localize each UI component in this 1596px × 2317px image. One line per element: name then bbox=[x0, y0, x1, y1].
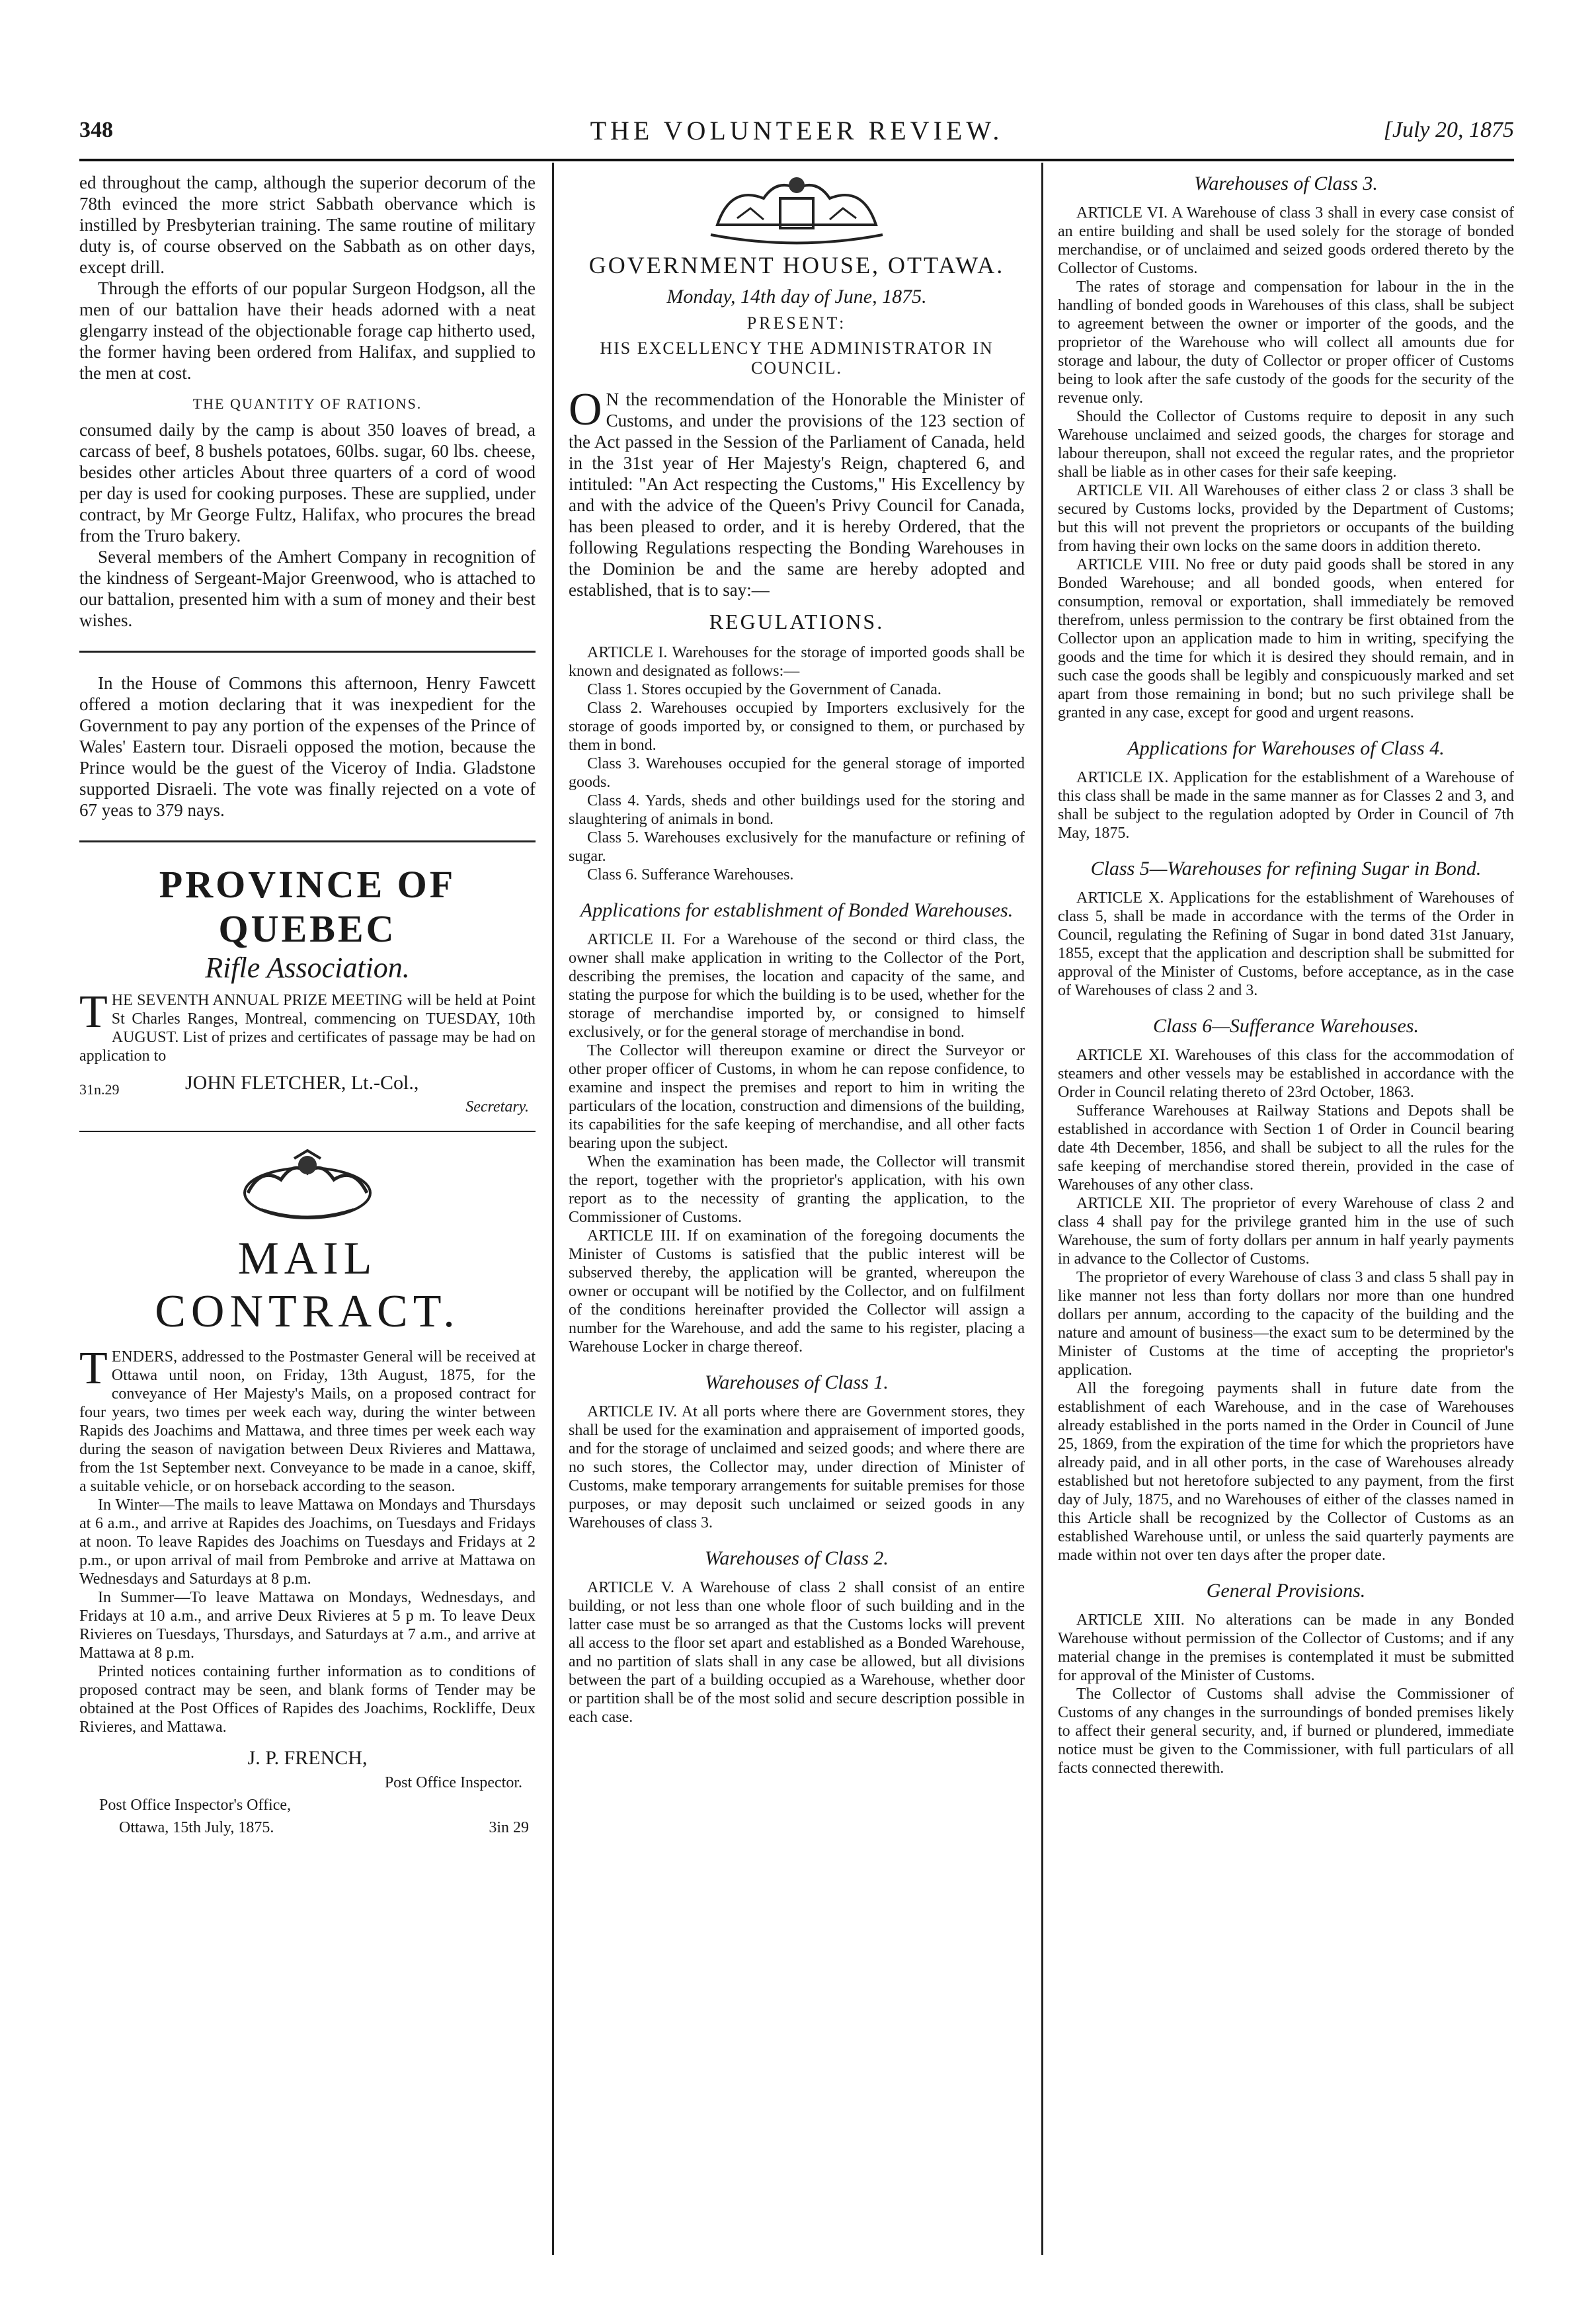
section-heading: Class 6—Sufferance Warehouses. bbox=[1153, 1015, 1419, 1037]
article-paragraph: Through the efforts of our popular Surgeon Hodgson, all the men of our battalion have their heads adorned with a neat glengarry instead of the objectionable forage cap hitherto used, the former having been ordered from Halifax, and supplied to the men at cost. bbox=[79, 278, 536, 383]
article-text: ARTICLE XI. Warehouses of this class for the accommodation of steamers and other vessels may be established in accordance with the Order in Council relating thereto of 23rd October, 1863. bbox=[1058, 1047, 1514, 1101]
article-text: ARTICLE XIII. No alterations can be made in any Bonded Warehouse without permission of the Collector of Customs; and if any material change in the premises is contemplated it must be submitted for approval of the Minister of Customs. bbox=[1058, 1611, 1514, 1684]
article-text: The rates of storage and compensation for labour in the in the handling of bonded goods in Warehouses of this class, shall be subject to agreement between the owner or importer of the goods, and the proprietor of the Warehouse who will collect all amounts due for storage and labour, the duty of Collector or proper officer of Customs being to look after the safe custody of the goods for the security of the revenue only. bbox=[1058, 278, 1514, 407]
column-rule bbox=[1041, 163, 1043, 2255]
column-2 bbox=[569, 172, 1025, 2248]
mail-paragraph: In Winter—The mails to leave Mattawa on Mondays and Thursdays at 6 a.m., and arrive at Rapides des Joachims, on Tuesdays and Fridays at noon. To leave Rapides des Joachims on Tuesdays and Fridays at 2 p.m., or upon arrival of mail from Pembroke and arrive at Mattawa on Wednesdays and Saturdays at 8 p.m. bbox=[79, 1496, 536, 1588]
quebec-ad-body: THE SEVENTH ANNUAL PRIZE MEETING will be held at Point St Charles Ranges, Montreal, commencing on TUESDAY, 10th AUGUST. List of prizes and certificates of passage may be had on application to bbox=[79, 987, 536, 1065]
signatory-role: Secretary. bbox=[465, 1098, 529, 1116]
article-text: Sufferance Warehouses at Railway Stations and Depots shall be established in accordance with Section 1 of Order in Council bearing date 4th December, 1856, and shall be subject to all the rules for the safe keeping of merchandise stored therein, provided in the case of Warehouses of any other class. bbox=[1058, 1102, 1514, 1194]
mail-paragraph: TENDERS, addressed to the Postmaster General will be received at Ottawa until noon, on Friday, 13th August, 1875, for the conveyance of Her Majesty's Mails, on a proposed contract for four years, two times per week each way, during the winter between Rapids des Joachims and Mattawa, and three times per week each way during the season of navigation between Deux Rivieres and Mattawa, from the 1st September next. Conveyance to be made in a canoe, skiff, a suitable vehicle, or on horseback according to the season. bbox=[79, 1343, 536, 1495]
article-text: Should the Collector of Customs require to deposit in any such Warehouse unclaimed and seized goods, the charges for storage and labour thereupon, shall not exceed the regular rates, and the proprietor shall be liable as in other cases for their safe keeping. bbox=[1058, 408, 1514, 481]
article-text: ARTICLE III. If on examination of the foregoing documents the Minister of Customs is satisfied that the public interest will be subserved thereby, the application will be granted, whereupon the owner or occupant will be notified by the Collector, and on fulfilment of the conditions hereinafter provided the Collector will assign a number for the Warehouse, and add the same to his register, placing a Warehouse Locker in charge thereof. bbox=[569, 1227, 1025, 1356]
order-intro: O N the recommendation of the Honorable the Minister of Customs, and under the provisions of the 123 section of the Act passed in the Session of the Parliament of Canada, held in the 31st year of Her Majesty's Reign, chaptered 6, and intituled: "An Act respecting the Customs," His Excellency by and with the advice of the Queen's Privy Council for Canada, has been pleased to order, and it is hereby Ordered, that the following Regulations respecting the Bonding Warehouses in the Dominion be and the same are hereby adopted and established, that is to say:— bbox=[569, 384, 1025, 600]
article-text: ARTICLE VIII. No free or duty paid goods shall be stored in any Bonded Warehouse; and all bonded goods, when entered for consumption, removal or exportation, shall immediately be removed therefrom, unless permission to the contrary be first obtained from the Collector upon an application made to him in writing, specifying the goods and the time for which it is desired they should remain, and in such case the goods shall be legibly and conspicuously marked and set apart from those remaining in bond; but no such privilege shall be granted in any case, except for good and urgent reasons. bbox=[1058, 556, 1514, 721]
class-item: Class 1. Stores occupied by the Government of Canada. bbox=[587, 681, 941, 698]
signatory-name: JOHN FLETCHER, Lt.-Col., bbox=[185, 1072, 419, 1094]
header-rule bbox=[79, 159, 1514, 161]
mail-contract-title: MAIL CONTRACT. bbox=[155, 1233, 460, 1337]
divider bbox=[79, 651, 536, 653]
article-text: ARTICLE VI. A Warehouse of class 3 shall in every case consist of an entire building and shall be used solely for the storage of bonded merchandise, or of unclaimed and seized goods ordered thereto by the Collector of Customs. bbox=[1058, 204, 1514, 277]
newspaper-page bbox=[79, 112, 1514, 2255]
article-paragraph: ed throughout the camp, although the superior decorum of the 78th evinced the more strict Sabbath obervance which is instilled by Presbyterian training. The same routine of military duty is, of course observed on the Sabbath as on other days, except drill. bbox=[79, 173, 536, 277]
royal-crest-icon bbox=[221, 1147, 393, 1226]
regulations-heading: REGULATIONS. bbox=[709, 610, 885, 633]
article-text: All the foregoing payments shall in future date from the establishment of each Warehouse, and in the case of Warehouses already established in the ports named in the Order in Council of June 25, 1869, from the expiration of the time for which the proprietors have already paid, and in all other ports, in the case of Warehouses already established but not heretofore subjected to any payment, from the first day of July, 1875, and no Warehouses of either of the classes named in this Article shall be recognized by the Collector of Customs as an established Warehouse until, or unless the said quarterly payments are made within not over ten days after the proper date. bbox=[1058, 1380, 1514, 1564]
article-text: ARTICLE I. Warehouses for the storage of imported goods shall be known and designated as follows:— bbox=[569, 644, 1025, 680]
column-1 bbox=[79, 172, 536, 2248]
article-text: The proprietor of every Warehouse of class 3 and class 5 shall pay in like manner not less than forty dollars nor more than one hundred dollars per annum, according to the capacity of the building and the nature and amount of business—the exact sum to be determined by the Minister of Customs at the time of accepting the proprietor's application. bbox=[1058, 1269, 1514, 1379]
section-heading: THE QUANTITY OF RATIONS. bbox=[192, 395, 422, 412]
drop-cap: O bbox=[569, 384, 602, 435]
article-text: ARTICLE IX. Application for the establishment of a Warehouse of this class shall be made in the same manner as for Classes 2 and 3, and shall be subject to the regulation adopted by Order in Council of 7th May, 1875. bbox=[1058, 769, 1514, 842]
section-heading: Applications for Warehouses of Class 4. bbox=[1127, 737, 1445, 759]
present-heading: PRESENT: bbox=[746, 313, 847, 333]
section-heading: Warehouses of Class 1. bbox=[705, 1371, 889, 1393]
office-name: Post Office Inspector's Office, bbox=[99, 1797, 292, 1814]
article-text: The Collector of Customs shall advise the Commissioner of Customs of any changes in the surroundings of bonded premises likely to affect their general security, and, if burned or plundered, immediate notice must be given to the Commissioner, with full particulars of all facts connected therewith. bbox=[1058, 1686, 1514, 1777]
article-text: ARTICLE XII. The proprietor of every Warehouse of class 2 and class 4 shall pay for the privilege granted him in the use of such Warehouse, the sum of forty dollars per annum in half yearly payments in advance to the Collector of Customs. bbox=[1058, 1195, 1514, 1268]
mail-paragraph: In Summer—To leave Mattawa on Mondays, Wednesdays, and Fridays at 10 a.m., and arrive Deux Rivieres at 5 p m. To leave Deux Rivieres on Tuesdays, Thursdays, and Saturdays at 7 a.m., and arrive at Mattawa at 8 p.m. bbox=[79, 1589, 536, 1662]
section-heading: General Provisions. bbox=[1206, 1580, 1366, 1602]
article-text: The Collector will thereupon examine or direct the Surveyor or other proper officer of Customs, in whom he can repose confidence, to examine and inspect the premises and report to him in writing the particulars of the location, construction and dimensions of the building, its capabilities for the safe keeping of merchandise, and all other facts bearing upon the subject. bbox=[569, 1042, 1025, 1152]
class-item: Class 4. Yards, sheds and other buildings used for the storing and slaughtering of animals in bond. bbox=[569, 792, 1025, 828]
mail-paragraph: Printed notices containing further information as to conditions of proposed contract may be seen, and blank forms of Tender may be obtained at the Post Offices of Rapides des Joachims, Rockliffe, Deux Rivieres, and Mattawa. bbox=[79, 1663, 536, 1736]
section-heading: Warehouses of Class 2. bbox=[705, 1547, 889, 1569]
ad-reference: 31n.29 bbox=[79, 1081, 120, 1098]
ad-reference: 3in 29 bbox=[489, 1819, 529, 1836]
class-item: Class 5. Warehouses exclusively for the manufacture or refining of sugar. bbox=[569, 829, 1025, 865]
section-heading: Applications for establishment of Bonded Warehouses. bbox=[580, 899, 1014, 921]
article-text: ARTICLE V. A Warehouse of class 2 shall consist of an entire building, or not less than one whole floor of such building and in the latter case must be so arranged as that the Customs locks will prevent all access to the floor set apart and established as a Bonded Warehouse, and no partition of slats shall in any case be allowed, but all divisions between the part of a building occupied as a Warehouse, whether door or partition shall be of the most solid and secure description possible in each case. bbox=[569, 1579, 1025, 1726]
article-paragraph: In the House of Commons this afternoon, Henry Fawcett offered a motion declaring that it was inexpedient for the Government to pay any portion of the expenses of the Prince of Wales' Eastern tour. Disraeli opposed the motion, because the Prince would be the guest of the Viceroy of India. Gladstone supported Disraeli. The vote was finally rejected on a vote of 67 yeas to 379 nays. bbox=[79, 673, 536, 820]
quebec-ad-subtitle: Rifle Association. bbox=[205, 952, 410, 984]
column-rule bbox=[552, 163, 554, 2255]
article-text: ARTICLE IV. At all ports where there are Government stores, they shall be used for the examination and appraisement of imported goods, and for the storage of unclaimed and seized goods; and where there are no such stores, the Collector may, under direction of Minister of Customs, make temporary arrangements for suitable premises for those purposes, or may deposit such unclaimed or seized goods in any Warehouses of class 3. bbox=[569, 1403, 1025, 1531]
quebec-signature bbox=[79, 1072, 536, 1098]
article-text: ARTICLE VII. All Warehouses of either class 2 or class 3 shall be secured by Customs locks, provided by the Department of Customs; but this will not prevent the proprietors or occupants of the building from having their own locks on the same doors in addition thereto. bbox=[1058, 482, 1514, 555]
class-item: Class 2. Warehouses occupied by Importers exclusively for the storage of goods imported by, or consigned to them, or purchased by them in bond. bbox=[569, 700, 1025, 754]
drop-cap: T bbox=[79, 987, 108, 1037]
dateline: Ottawa, 15th July, 1875. 3in 29 bbox=[119, 1819, 529, 1836]
signatory-role: Post Office Inspector. bbox=[384, 1774, 522, 1791]
his-excellency-heading: HIS EXCELLENCY THE ADMINISTRATOR IN COUNCIL. bbox=[600, 339, 994, 378]
drop-cap: T bbox=[79, 1343, 108, 1394]
signatory-name: J. P. FRENCH, bbox=[247, 1747, 368, 1769]
issue-date: [July 20, 1875 bbox=[1383, 118, 1514, 142]
article-text: When the examination has been made, the Collector will transmit the report, together with the proprietor's application, with his own report as to the necessity of granting the application, to the Commissioner of Customs. bbox=[569, 1153, 1025, 1226]
divider bbox=[79, 1131, 536, 1132]
article-text: ARTICLE II. For a Warehouse of the second or third class, the owner shall make application in writing to the Collector of the Port, describing the premises, the location and capacity of the same, and stating the purpose for which the building is to be used, whether for the storage of merchandise imported by, or consigned to himself exclusively, or for the general storage of merchandise in bond. bbox=[569, 931, 1025, 1041]
coat-of-arms-icon bbox=[698, 172, 896, 245]
article-paragraph: consumed daily by the camp is about 350 loaves of bread, a carcass of beef, 8 bushels potatoes, 60lbs. sugar, 60 lbs. cheese, besides other articles About three quarters of a cord of wood per day is used for cooking purposes. These are supplied, under contract, by Mr George Fultz, Halifax, who procures the bread from the Truro bakery. bbox=[79, 420, 536, 546]
article-paragraph: Several members of the Amhert Company in recognition of the kindness of Sergeant-Major Greenwood, who is attached to our battalion, presented him with a sum of money and their best wishes. bbox=[79, 547, 536, 630]
section-heading: Warehouses of Class 3. bbox=[1194, 173, 1378, 194]
running-header bbox=[79, 112, 1514, 152]
government-house-heading: GOVERNMENT HOUSE, OTTAWA. bbox=[588, 252, 1005, 278]
column-3 bbox=[1058, 172, 1514, 2248]
page-number: 348 bbox=[79, 118, 113, 142]
order-date: Monday, 14th day of June, 1875. bbox=[666, 286, 927, 307]
quebec-ad-title: PROVINCE OF QUEBEC bbox=[159, 863, 456, 950]
publication-title: THE VOLUNTEER REVIEW. bbox=[590, 116, 1004, 145]
section-heading: Class 5—Warehouses for refining Sugar in Bond. bbox=[1090, 858, 1482, 879]
class-item: Class 3. Warehouses occupied for the general storage of imported goods. bbox=[569, 755, 1025, 791]
divider bbox=[79, 840, 536, 842]
class-item: Class 6. Sufferance Warehouses. bbox=[587, 866, 794, 883]
article-text: ARTICLE X. Applications for the establishment of Warehouses of class 5, shall be made in accordance with the terms of the Order in Council, regulating the Refining of Sugar in bond dated 31st January, 1855, except that the application and description shall be submitted for approval of the Minister of Customs, before acceptance, as in the case of Warehouses of class 2 and 3. bbox=[1058, 889, 1514, 999]
